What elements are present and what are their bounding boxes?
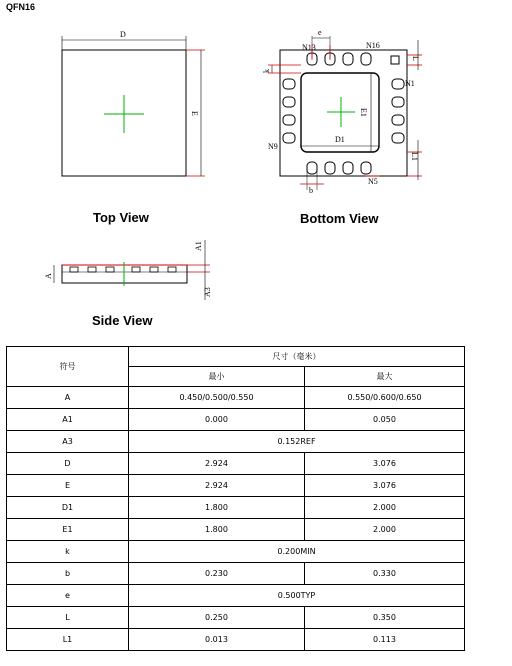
label-a3: A3 (203, 287, 212, 297)
side-lead-6 (168, 267, 176, 272)
label-n9: N9 (268, 142, 278, 151)
cell-min: 0.450/0.500/0.550 (129, 387, 305, 409)
cell-max: 2.000 (305, 519, 465, 541)
cell-symbol: e (7, 585, 129, 607)
cell-symbol: L1 (7, 629, 129, 651)
cell-symbol: A1 (7, 409, 129, 431)
cell-symbol: D (7, 453, 129, 475)
cell-symbol: E1 (7, 519, 129, 541)
cell-min: 1.800 (129, 519, 305, 541)
pad-left-3 (283, 115, 295, 125)
label-a1: A1 (194, 241, 203, 251)
pad-bot-1 (307, 162, 317, 174)
label-e: E (190, 111, 199, 116)
label-n5: N5 (368, 177, 378, 186)
header-size: 尺寸（毫米） (129, 347, 465, 367)
cell-min: 2.924 (129, 453, 305, 475)
pad-right-2 (392, 97, 404, 107)
cell-min: 0.230 (129, 563, 305, 585)
pin1-marker (391, 56, 399, 64)
pad-top-3 (343, 53, 353, 65)
label-e-pitch: e (318, 28, 322, 37)
cell-min: 2.924 (129, 475, 305, 497)
side-view-drawing (44, 240, 212, 300)
side-lead-3 (106, 267, 114, 272)
table-row (7, 563, 465, 585)
cell-symbol: D1 (7, 497, 129, 519)
pad-right-4 (392, 133, 404, 143)
cell-span: 0.152REF (129, 431, 465, 453)
header-max: 最大 (305, 367, 465, 387)
cell-max: 0.330 (305, 563, 465, 585)
table-row (7, 453, 465, 475)
bottom-view-drawing (262, 28, 422, 195)
cell-symbol: A3 (7, 431, 129, 453)
pad-left-4 (283, 133, 295, 143)
cell-max: 0.350 (305, 607, 465, 629)
label-d1: D1 (335, 135, 345, 144)
cell-symbol: L (7, 607, 129, 629)
table-row (7, 409, 465, 431)
cell-symbol: b (7, 563, 129, 585)
label-l1: L1 (410, 152, 419, 161)
pad-top-4 (361, 53, 371, 65)
pad-bot-3 (343, 162, 353, 174)
cell-min: 0.013 (129, 629, 305, 651)
cell-min: 1.800 (129, 497, 305, 519)
pad-left-2 (283, 97, 295, 107)
pad-left-1 (283, 79, 295, 89)
label-n16: N16 (366, 41, 380, 50)
cell-span: 0.500TYP (129, 585, 465, 607)
label-a: A (44, 273, 53, 279)
cell-max: 0.550/0.600/0.650 (305, 387, 465, 409)
label-k: k (262, 69, 271, 73)
table-row (7, 497, 465, 519)
pad-right-1 (392, 79, 404, 89)
label-l: L (411, 56, 420, 61)
top-view-label: Top View (93, 210, 149, 225)
side-lead-2 (88, 267, 96, 272)
bottom-view-label: Bottom View (300, 211, 379, 226)
package-title: QFN16 (6, 2, 36, 12)
cell-max: 2.000 (305, 497, 465, 519)
dimension-table (6, 346, 465, 651)
top-view-drawing (62, 30, 205, 176)
header-min: 最小 (129, 367, 305, 387)
table-row (7, 519, 465, 541)
label-e1: E1 (359, 108, 368, 117)
bottom-view-outline (280, 50, 407, 176)
table-row (7, 387, 465, 409)
cell-span: 0.200MIN (129, 541, 465, 563)
header-symbol: 符号 (7, 347, 129, 387)
pad-bot-2 (325, 162, 335, 174)
pad-right-3 (392, 115, 404, 125)
label-n1: N1 (405, 79, 415, 88)
table-row (7, 431, 465, 453)
side-lead-1 (70, 267, 78, 272)
label-n13: N13 (302, 43, 316, 52)
label-d: D (120, 30, 126, 39)
side-view-label: Side View (92, 313, 153, 328)
cell-max: 3.076 (305, 475, 465, 497)
cell-min: 0.250 (129, 607, 305, 629)
table-row (7, 541, 465, 563)
cell-max: 0.050 (305, 409, 465, 431)
cell-max: 0.113 (305, 629, 465, 651)
table-row (7, 585, 465, 607)
cell-min: 0.000 (129, 409, 305, 431)
label-b: b (309, 186, 313, 195)
cell-symbol: A (7, 387, 129, 409)
pad-bot-4 (361, 162, 371, 174)
table-row (7, 475, 465, 497)
cell-max: 3.076 (305, 453, 465, 475)
cell-symbol: E (7, 475, 129, 497)
table-row (7, 607, 465, 629)
side-lead-5 (150, 267, 158, 272)
cell-symbol: k (7, 541, 129, 563)
table-row (7, 629, 465, 651)
side-lead-4 (132, 267, 140, 272)
